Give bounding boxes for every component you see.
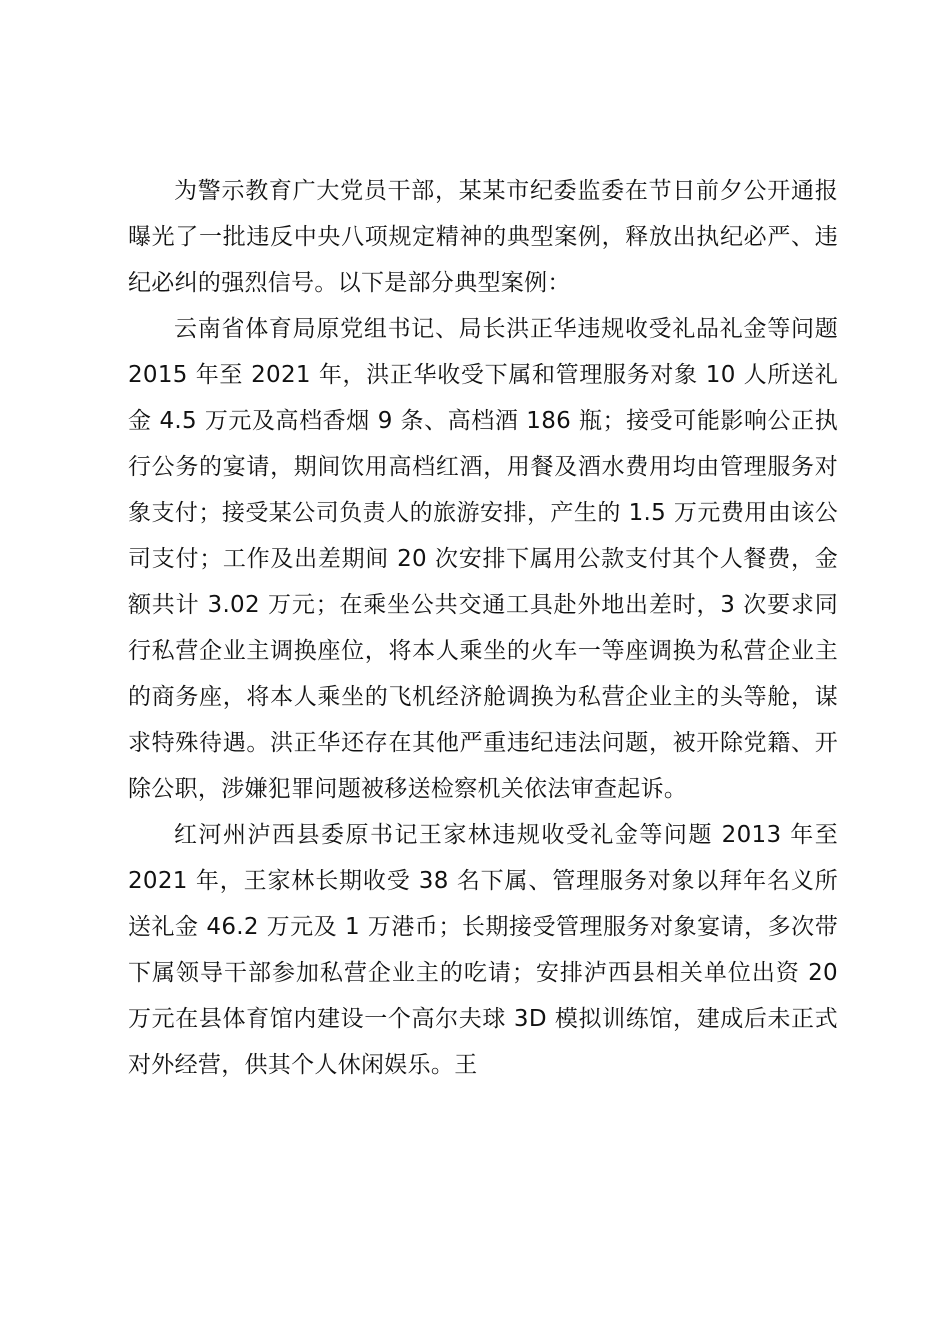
paragraph-intro: 为警示教育广大党员干部，某某市纪委监委在节日前夕公开通报曝光了一批违反中央八项规定精神的典型案例，释放出执纪必严、违纪必纠的强烈信号。以下是部分典型案例： bbox=[128, 178, 838, 296]
document-body bbox=[128, 168, 838, 1088]
paragraph-case-wang-jialin: 红河州泸西县委原书记王家林违规收受礼金等问题 2013 年至 2021 年，王家林长期收受 38 名下属、管理服务对象以拜年名义所送礼金 46.2 万元及 1 万港币；长期接受管理服务对象宴请，多次带下属领导干部参加私营企业主的吃请；安排泸西县相关单位出资 20 万元在县体育馆内建设一个高尔夫球 3D 模拟训练馆，建成后未正式对外经营，供其个人休闲娱乐。王 bbox=[128, 822, 838, 1078]
paragraph-case-hong-zhenghua: 云南省体育局原党组书记、局长洪正华违规收受礼品礼金等问题 2015 年至 2021 年，洪正华收受下属和管理服务对象 10 人所送礼金 4.5 万元及高档香烟 9 条、高档酒 186 瓶；接受可能影响公正执行公务的宴请，期间饮用高档红酒，用餐及酒水费用均由管理服务对象支付；接受某公司负责人的旅游安排，产生的 1.5 万元费用由该公司支付；工作及出差期间 20 次安排下属用公款支付其个人餐费，金额共计 3.02 万元；在乘坐公共交通工具赴外地出差时，3 次要求同行私营企业主调换座位，将本人乘坐的火车一等座调换为私营企业主的商务座，将本人乘坐的飞机经济舱调换为私营企业主的头等舱，谋求特殊待遇。洪正华还存在其他严重违纪违法问题，被开除党籍、开除公职，涉嫌犯罪问题被移送检察机关依法审查起诉。 bbox=[128, 316, 838, 802]
